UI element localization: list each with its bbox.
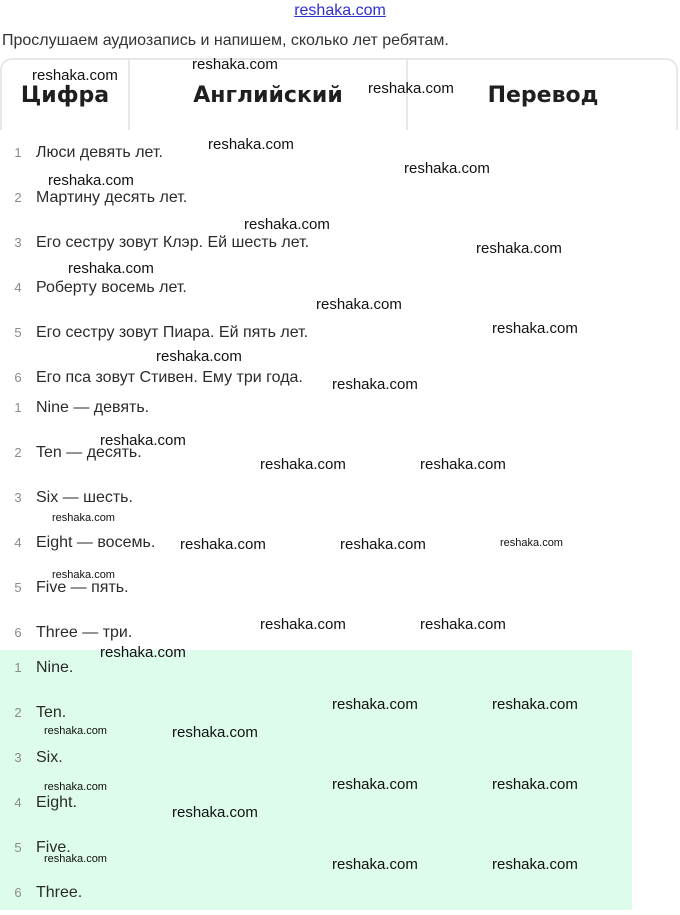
table-row: [0, 220, 630, 265]
row-number: 6: [14, 370, 22, 385]
watermark: reshaka.com: [492, 776, 578, 793]
site-header-link[interactable]: reshaka.com: [294, 2, 386, 19]
row-text: Его пса зовут Стивен. Ему три года.: [36, 368, 303, 386]
row-text: Люси девять лет.: [36, 143, 163, 161]
watermark: reshaka.com: [44, 853, 107, 865]
row-text: Ten — десять.: [36, 443, 142, 461]
task-instruction: Прослушаем аудиозапись и напишем, сколько лет ребятам.: [2, 32, 449, 49]
table-row: [0, 825, 630, 870]
watermark: reshaka.com: [332, 856, 418, 873]
watermark: reshaka.com: [100, 432, 186, 449]
row-number: 4: [14, 280, 22, 295]
row-number: 5: [14, 580, 22, 595]
row-number: 4: [14, 795, 22, 810]
row-text: Ten.: [36, 703, 67, 721]
row-number: 3: [14, 490, 22, 505]
watermark: reshaka.com: [52, 569, 115, 581]
table-row: [0, 430, 630, 475]
row-number: 2: [14, 705, 22, 720]
row-number: 3: [14, 235, 22, 250]
row-number: 1: [14, 660, 22, 675]
row-number: 5: [14, 840, 22, 855]
watermark: reshaka.com: [100, 644, 186, 661]
row-number: 1: [14, 400, 22, 415]
row-text: Five — пять.: [36, 578, 129, 596]
watermark: reshaka.com: [68, 260, 154, 277]
row-text: Его сестру зовут Клэр. Ей шесть лет.: [36, 233, 310, 251]
watermark: reshaka.com: [420, 616, 506, 633]
row-text: Eight.: [36, 793, 77, 811]
watermark: reshaka.com: [172, 724, 258, 741]
row-text: Его сестру зовут Пиара. Ей пять лет.: [36, 323, 309, 341]
watermark: reshaka.com: [492, 696, 578, 713]
table-row: [0, 385, 630, 430]
watermark: reshaka.com: [476, 240, 562, 257]
header-translation: Перевод: [406, 60, 678, 130]
watermark: reshaka.com: [32, 67, 118, 84]
watermark: reshaka.com: [420, 456, 506, 473]
header-english: Английский: [128, 60, 406, 130]
watermark: reshaka.com: [368, 80, 454, 97]
row-number: 2: [14, 190, 22, 205]
watermark: reshaka.com: [260, 616, 346, 633]
watermark: reshaka.com: [332, 776, 418, 793]
watermark: reshaka.com: [332, 376, 418, 393]
row-text: Роберту восемь лет.: [36, 278, 187, 296]
table-header: [0, 58, 678, 130]
watermark: reshaka.com: [44, 781, 107, 793]
row-number: 1: [14, 145, 22, 160]
table-row: [0, 175, 630, 220]
table-row: [0, 780, 630, 825]
row-number: 5: [14, 325, 22, 340]
row-text: Five.: [36, 838, 71, 856]
watermark: reshaka.com: [500, 537, 563, 549]
row-text: Eight — восемь.: [36, 533, 156, 551]
row-text: Six.: [36, 748, 63, 766]
row-number: 3: [14, 750, 22, 765]
watermark: reshaka.com: [404, 160, 490, 177]
watermark: reshaka.com: [260, 456, 346, 473]
watermark: reshaka.com: [48, 172, 134, 189]
watermark: reshaka.com: [52, 512, 115, 524]
table-row: [0, 735, 630, 780]
table-row: [0, 310, 630, 355]
table-row: [0, 520, 630, 565]
row-text: Мартину десять лет.: [36, 188, 188, 206]
row-number: 6: [14, 885, 22, 900]
row-number: 2: [14, 445, 22, 460]
row-number: 6: [14, 625, 22, 640]
watermark: reshaka.com: [156, 348, 242, 365]
row-text: Three — три.: [36, 623, 133, 641]
watermark: reshaka.com: [180, 536, 266, 553]
row-number: 4: [14, 535, 22, 550]
watermark: reshaka.com: [332, 696, 418, 713]
watermark: reshaka.com: [208, 136, 294, 153]
table-row: [0, 565, 630, 610]
table-row: [0, 690, 630, 735]
row-text: Nine — девять.: [36, 398, 150, 416]
answer-block: [0, 650, 632, 910]
watermark: reshaka.com: [340, 536, 426, 553]
watermark: reshaka.com: [492, 856, 578, 873]
row-text: Nine.: [36, 658, 74, 676]
row-text: Six — шесть.: [36, 488, 133, 506]
watermark: reshaka.com: [244, 216, 330, 233]
table-row: [0, 475, 630, 520]
table-row: [0, 870, 630, 915]
row-text: Three.: [36, 883, 83, 901]
header-digit: Цифра: [20, 82, 110, 108]
watermark: reshaka.com: [492, 320, 578, 337]
watermark: reshaka.com: [316, 296, 402, 313]
watermark: reshaka.com: [172, 804, 258, 821]
watermark: reshaka.com: [44, 725, 107, 737]
table-row: [0, 645, 630, 690]
table-row: [0, 265, 630, 310]
watermark: reshaka.com: [192, 56, 278, 73]
table-row: [0, 130, 630, 175]
